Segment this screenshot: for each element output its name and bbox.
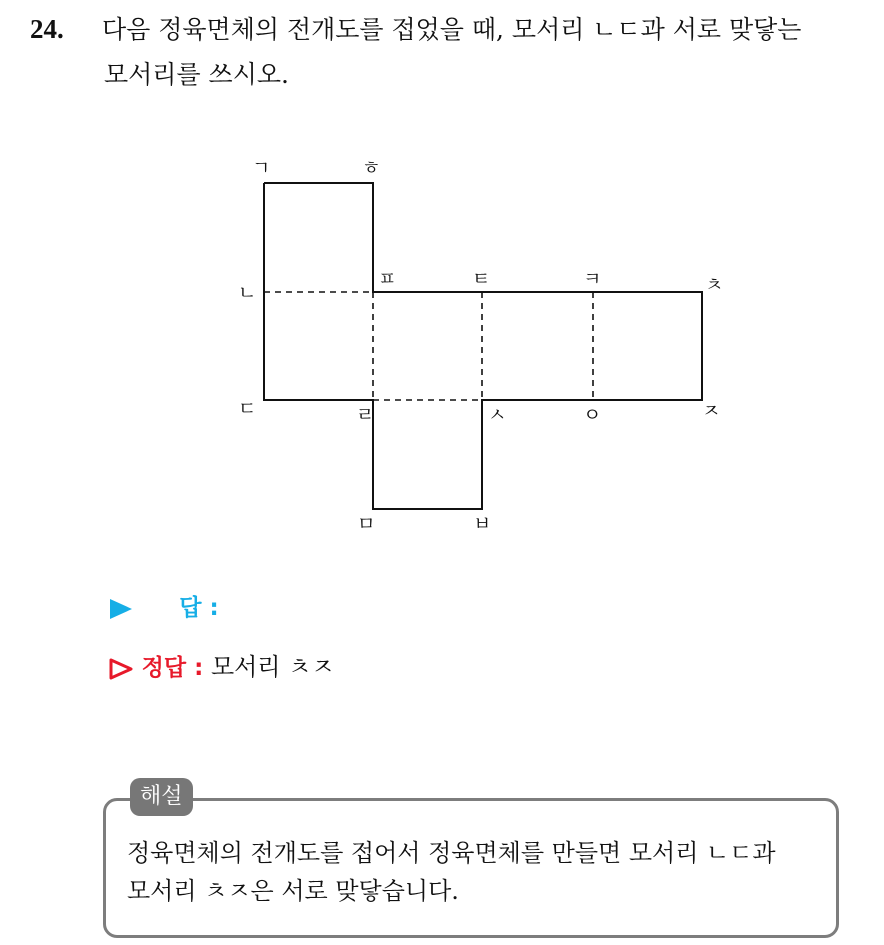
net-solid-edges	[264, 183, 702, 509]
vertex-label-h: ㅎ	[362, 157, 381, 179]
correct-answer-row	[108, 652, 335, 683]
vertex-label-o: ㅇ	[583, 404, 602, 426]
vertex-label-t: ㅌ	[472, 268, 491, 290]
vertex-label-d: ㄷ	[238, 398, 257, 420]
explanation-box	[103, 798, 839, 938]
explanation-tag: 해설	[130, 778, 193, 816]
correct-answer-value: 모서리 ㅊㅈ	[210, 653, 335, 681]
net-outline	[264, 183, 702, 509]
vertex-label-n: ㄴ	[238, 282, 257, 304]
answer-arrow-icon	[108, 597, 134, 621]
vertex-label-g: ㄱ	[252, 157, 271, 179]
vertex-label-p: ㅍ	[378, 268, 397, 290]
question-text-1: 다음 정육면체의 전개도를 접었을 때, 모서리 ㄴㄷ과 서로 맞닿는	[102, 15, 802, 44]
vertex-label-ch: ㅊ	[705, 274, 724, 296]
correct-answer-label: 정답 :	[141, 655, 204, 681]
question-text-2: 모서리를 쓰시오.	[104, 60, 289, 89]
explanation-text-1: 정육면체의 전개도를 접어서 정육면체를 만들면 모서리 ㄴㄷ과	[127, 839, 776, 867]
vertex-label-j: ㅈ	[702, 400, 721, 422]
explanation-text-2: 모서리 ㅊㅈ은 서로 맞닿습니다.	[127, 877, 459, 905]
answer-label: 답 :	[179, 595, 219, 621]
correct-arrow-icon	[108, 657, 134, 681]
vertex-label-s: ㅅ	[488, 404, 507, 426]
question-number: 24.	[30, 14, 64, 44]
vertex-label-r: ㄹ	[356, 404, 375, 426]
net-fold-lines	[264, 292, 593, 400]
vertex-label-m: ㅁ	[357, 513, 376, 535]
answer-row	[108, 592, 219, 623]
vertex-label-k: ㅋ	[583, 268, 602, 290]
vertex-label-b: ㅂ	[473, 513, 492, 535]
